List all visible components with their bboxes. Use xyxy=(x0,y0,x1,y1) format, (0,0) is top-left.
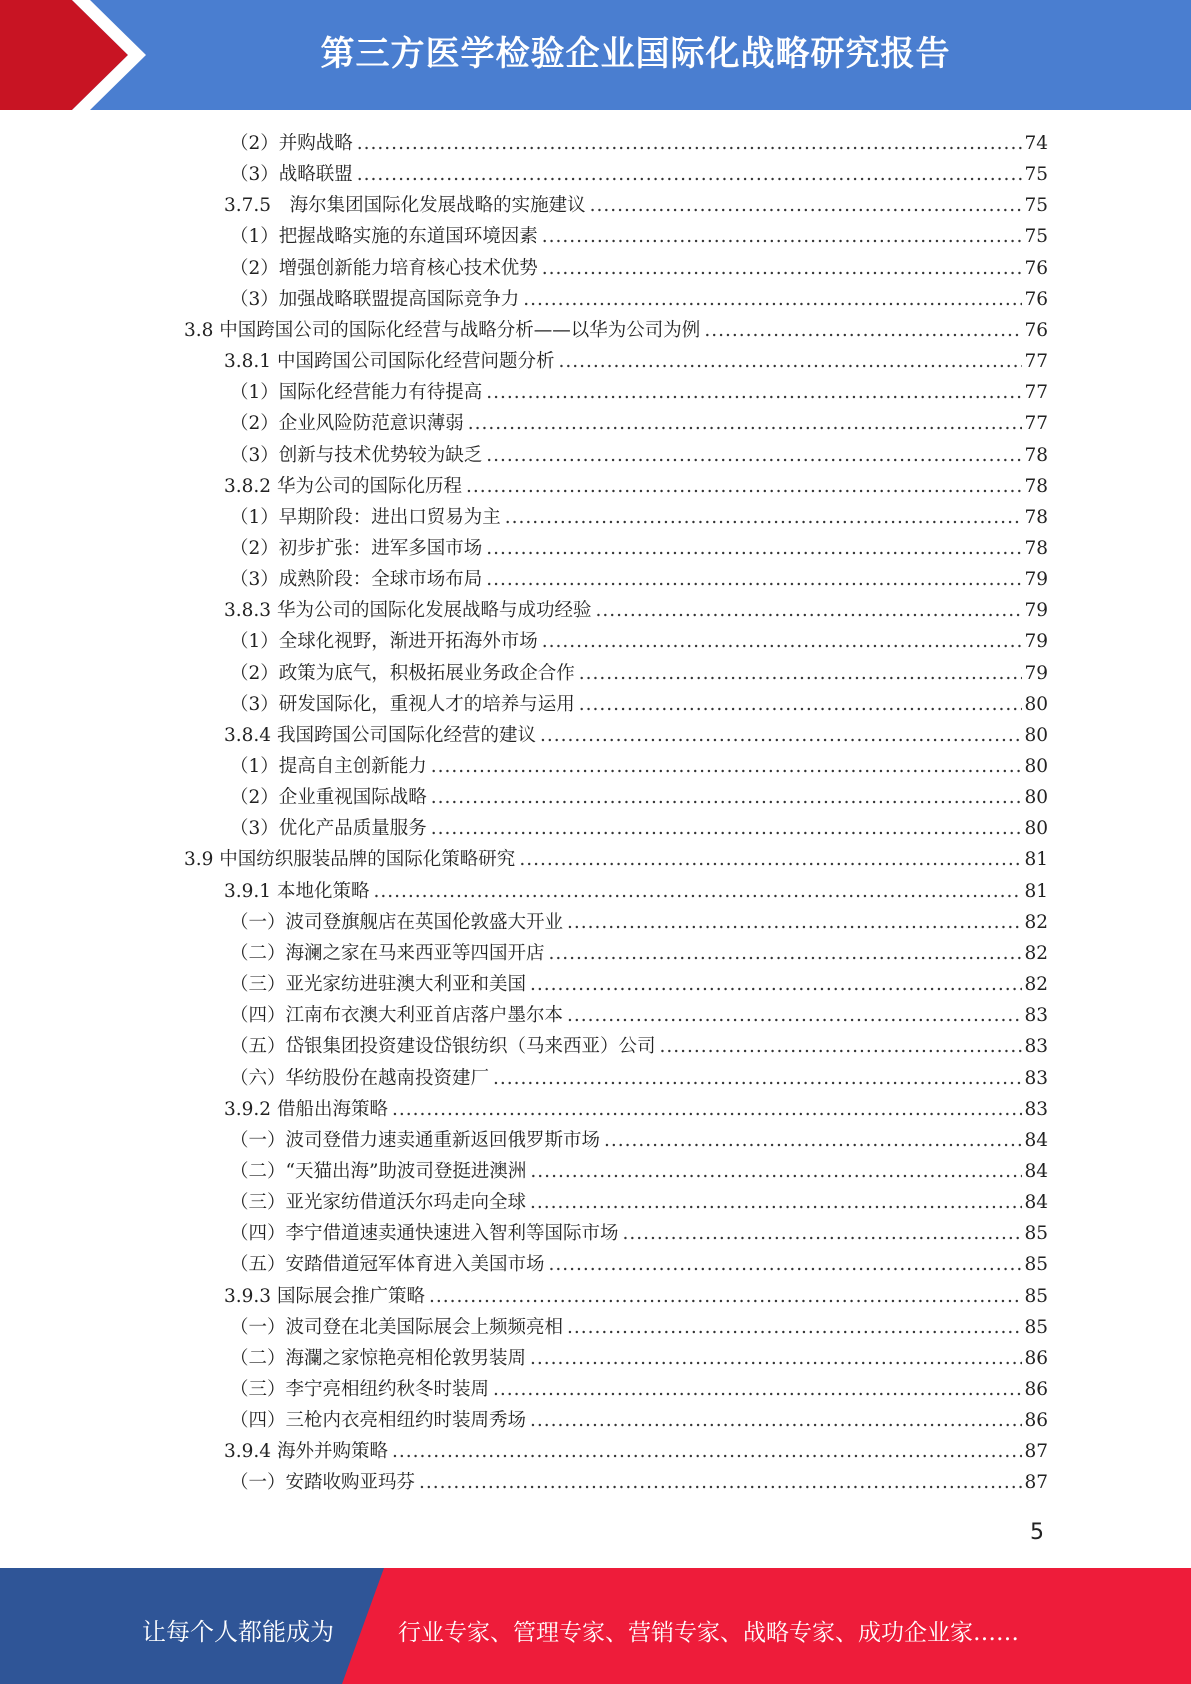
toc-entry-label: （三）亚光家纺进驻澳大利亚和美国 xyxy=(230,974,527,996)
toc-dot-leader xyxy=(549,938,1023,969)
toc-dot-leader xyxy=(579,658,1023,689)
toc-entry-label: （一）安踏收购亚玛芬 xyxy=(230,1472,416,1494)
toc-entry-label: （3）创新与技术优势较为缺乏 xyxy=(230,444,483,466)
toc-dot-leader xyxy=(486,440,1022,471)
toc-entry-page: 80 xyxy=(1024,818,1048,840)
toc-entry-page: 76 xyxy=(1024,319,1048,341)
toc-entry-label: （五）安踏借道冠军体育进入美国市场 xyxy=(230,1254,545,1276)
toc-entry-page: 81 xyxy=(1024,849,1048,871)
toc-entry[interactable] xyxy=(230,128,1048,159)
toc-dot-leader xyxy=(558,346,1022,377)
toc-entry-page: 84 xyxy=(1024,1160,1048,1182)
toc-entry-page: 87 xyxy=(1024,1472,1048,1494)
toc-entry[interactable] xyxy=(224,190,1048,221)
toc-entry[interactable] xyxy=(230,1063,1048,1094)
toc-entry[interactable] xyxy=(230,377,1048,408)
toc-entry-label: （1）提高自主创新能力 xyxy=(230,756,427,777)
toc-entry-page: 82 xyxy=(1024,911,1048,933)
toc-entry-page: 80 xyxy=(1024,693,1048,715)
toc-entry-page: 80 xyxy=(1024,724,1048,746)
toc-dot-leader xyxy=(431,782,1023,813)
toc-entry-page: 83 xyxy=(1024,1067,1048,1089)
toc-dot-leader xyxy=(392,1436,1022,1467)
toc-entry-label: 3.8.3 华为公司的国际化发展战略与成功经验 xyxy=(224,600,592,622)
toc-dot-leader xyxy=(567,1312,1022,1343)
toc-dot-leader xyxy=(579,689,1023,720)
toc-dot-leader xyxy=(567,907,1022,938)
toc-entry[interactable] xyxy=(230,1218,1048,1249)
toc-dot-leader xyxy=(604,1125,1022,1156)
toc-entry[interactable] xyxy=(230,221,1048,252)
toc-entry-label: 3.9.1 本地化策略 xyxy=(224,880,370,902)
toc-entry-page: 76 xyxy=(1024,288,1048,310)
toc-dot-leader xyxy=(523,284,1022,315)
toc-entry-page: 83 xyxy=(1024,1005,1048,1027)
toc-entry-label: （四）江南布衣澳大利亚首店落户墨尔本 xyxy=(230,1005,564,1027)
toc-entry-page: 83 xyxy=(1024,1036,1048,1058)
report-header xyxy=(0,0,1191,110)
toc-entry-page: 80 xyxy=(1024,787,1048,809)
toc-dot-leader xyxy=(704,315,1022,346)
toc-dot-leader xyxy=(493,1374,1022,1405)
toc-dot-leader xyxy=(373,876,1022,907)
toc-entry-page: 84 xyxy=(1024,1192,1048,1214)
report-title: 第三方医学检验企业国际化战略研究报告 xyxy=(320,34,951,74)
toc-entry-label: 3.9.4 海外并购策略 xyxy=(224,1441,388,1463)
toc-entry-page: 75 xyxy=(1024,226,1048,248)
toc-dot-leader xyxy=(660,1031,1023,1062)
toc-entry[interactable] xyxy=(230,969,1048,1000)
toc-entry-label: 3.9 中国纺织服装品牌的国际化策略研究 xyxy=(184,849,516,871)
toc-entry-label: （三）李宁亮相纽约秋冬时装周 xyxy=(230,1379,490,1400)
toc-entry[interactable] xyxy=(230,253,1048,284)
toc-entry[interactable] xyxy=(230,440,1048,471)
toc-entry-label: 3.9.2 借船出海策略 xyxy=(224,1098,388,1120)
toc-dot-leader xyxy=(392,1094,1022,1125)
toc-entry-label: （2）初步扩张：进军多国市场 xyxy=(230,537,483,559)
toc-entry-label: （2）企业重视国际战略 xyxy=(230,787,427,809)
toc-entry-label: 3.9.3 国际展会推广策略 xyxy=(224,1285,425,1307)
toc-dot-leader xyxy=(530,1156,1022,1187)
toc-entry-label: （二）海瀾之家惊艳亮相伦敦男装周 xyxy=(230,1347,527,1369)
toc-entry-page: 76 xyxy=(1024,257,1048,279)
toc-dot-leader xyxy=(493,1063,1022,1094)
toc-entry-label: （3）研发国际化，重视人才的培养与运用 xyxy=(230,693,575,715)
toc-dot-leader xyxy=(505,502,1023,533)
toc-entry-label: （3）加强战略联盟提高国际竞争力 xyxy=(230,288,520,310)
toc-entry[interactable] xyxy=(230,1312,1048,1343)
toc-dot-leader xyxy=(466,471,1022,502)
toc-entry-page: 82 xyxy=(1024,942,1048,964)
toc-entry-label: 3.8 中国跨国公司的国际化经营与战略分析——以华为公司为例 xyxy=(184,319,701,341)
toc-entry-page: 79 xyxy=(1024,662,1048,684)
toc-entry-label: 3.8.1 中国跨国公司国际化经营问题分析 xyxy=(224,351,555,373)
toc-entry-label: （五）岱银集团投资建设岱银纺织（马来西亚）公司 xyxy=(230,1036,656,1058)
toc-entry[interactable] xyxy=(230,751,1048,782)
toc-entry-label: （1）把握战略实施的东道国环境因素 xyxy=(230,226,538,248)
toc-dot-leader xyxy=(429,1281,1022,1312)
toc-entry[interactable] xyxy=(230,1249,1048,1280)
toc-entry[interactable] xyxy=(184,844,1048,875)
toc-entry-page: 77 xyxy=(1024,413,1048,435)
toc-entry[interactable] xyxy=(230,564,1048,595)
toc-dot-leader xyxy=(468,408,1023,439)
toc-entry[interactable] xyxy=(224,1281,1048,1312)
toc-entry-label: （一）波司登旗舰店在英国伦敦盛大开业 xyxy=(230,911,564,933)
toc-entry-label: （2）企业风险防范意识薄弱 xyxy=(230,413,464,435)
toc-entry[interactable] xyxy=(224,876,1048,907)
toc-entry-page: 75 xyxy=(1024,195,1048,217)
toc-dot-leader xyxy=(530,1343,1022,1374)
toc-entry[interactable] xyxy=(230,1343,1048,1374)
toc-entry-label: 3.7.5 海尔集团国际化发展战略的实施建议 xyxy=(224,195,586,217)
toc-entry[interactable] xyxy=(230,1031,1048,1062)
toc-entry-page: 77 xyxy=(1024,382,1048,404)
toc-entry-label: （三）亚光家纺借道沃尔玛走向全球 xyxy=(230,1192,527,1214)
toc-entry-page: 79 xyxy=(1024,631,1048,653)
toc-entry-page: 79 xyxy=(1024,569,1048,591)
toc-entry[interactable] xyxy=(230,1000,1048,1031)
toc-entry-page: 77 xyxy=(1024,351,1048,373)
toc-entry[interactable] xyxy=(230,1467,1048,1498)
toc-entry-label: （2）并购战略 xyxy=(230,133,353,154)
toc-entry[interactable] xyxy=(230,658,1048,689)
toc-dot-leader xyxy=(542,221,1023,252)
toc-entry-page: 81 xyxy=(1024,880,1048,902)
toc-entry[interactable] xyxy=(230,1156,1048,1187)
toc-entry-label: （一）波司登在北美国际展会上频频亮相 xyxy=(230,1316,564,1338)
toc-entry-page: 79 xyxy=(1024,600,1048,622)
toc-dot-leader xyxy=(486,564,1022,595)
toc-entry-page: 83 xyxy=(1024,1098,1048,1120)
toc-entry[interactable] xyxy=(224,720,1048,751)
toc-dot-leader xyxy=(519,844,1022,875)
toc-dot-leader xyxy=(530,969,1022,1000)
toc-dot-leader xyxy=(530,1405,1022,1436)
toc-entry[interactable] xyxy=(224,346,1048,377)
toc-entry-label: 3.8.4 我国跨国公司国际化经营的建议 xyxy=(224,724,536,746)
toc-dot-leader xyxy=(419,1467,1022,1498)
toc-dot-leader xyxy=(530,1187,1022,1218)
toc-entry[interactable] xyxy=(224,595,1048,626)
toc-entry[interactable] xyxy=(184,315,1048,346)
toc-entry[interactable] xyxy=(230,782,1048,813)
toc-entry[interactable] xyxy=(230,938,1048,969)
toc-entry-page: 84 xyxy=(1024,1129,1048,1151)
toc-entry[interactable] xyxy=(230,284,1048,315)
toc-dot-leader xyxy=(623,1218,1023,1249)
toc-entry[interactable] xyxy=(230,813,1048,844)
toc-entry-label: （1）早期阶段：进出口贸易为主 xyxy=(230,506,501,528)
toc-dot-leader xyxy=(542,253,1023,284)
toc-entry[interactable] xyxy=(230,408,1048,439)
toc-entry-label: （一）波司登借力速卖通重新返回俄罗斯市场 xyxy=(230,1129,601,1151)
footer-slogan-left: 让每个人都能成为 xyxy=(142,1618,334,1646)
toc-entry-label: （四）李宁借道速卖通快速进入智利等国际市场 xyxy=(230,1223,619,1245)
toc-entry-page: 78 xyxy=(1024,506,1048,528)
toc-entry-page: 78 xyxy=(1024,444,1048,466)
toc-entry-page: 86 xyxy=(1024,1379,1048,1400)
toc-entry[interactable] xyxy=(230,1405,1048,1436)
toc-entry[interactable] xyxy=(230,689,1048,720)
toc-entry-page: 87 xyxy=(1024,1441,1048,1463)
toc-entry-label: 3.8.2 华为公司的国际化历程 xyxy=(224,475,462,497)
toc-entry-page: 75 xyxy=(1024,164,1048,186)
toc-entry-label: （二）海澜之家在马来西亚等四国开店 xyxy=(230,942,545,964)
toc-dot-leader xyxy=(431,751,1023,782)
toc-dot-leader xyxy=(357,159,1023,190)
toc-dot-leader xyxy=(567,1000,1022,1031)
toc-dot-leader xyxy=(595,595,1022,626)
toc-entry[interactable] xyxy=(230,1374,1048,1405)
toc-dot-leader xyxy=(486,377,1022,408)
toc-entry[interactable] xyxy=(230,533,1048,564)
toc-entry[interactable] xyxy=(230,1187,1048,1218)
toc-entry-label: （六）华纺股份在越南投资建厂 xyxy=(230,1067,490,1089)
toc-entry-page: 86 xyxy=(1024,1410,1048,1432)
page-number: 5 xyxy=(1030,1520,1044,1545)
toc-dot-leader xyxy=(431,813,1023,844)
toc-entry-label: （2）政策为底气，积极拓展业务政企合作 xyxy=(230,662,575,684)
toc-entry-label: （3）成熟阶段：全球市场布局 xyxy=(230,569,483,591)
toc-entry[interactable] xyxy=(224,1436,1048,1467)
toc-entry-label: （二）“天猫出海”助波司登挺进澳洲 xyxy=(230,1160,527,1182)
toc-entry-label: （3）战略联盟 xyxy=(230,164,353,186)
toc-entry-label: （2）增强创新能力培育核心技术优势 xyxy=(230,257,538,279)
toc-entry-page: 85 xyxy=(1024,1316,1048,1338)
toc-entry-page: 85 xyxy=(1024,1285,1048,1307)
toc-entry-label: （1）全球化视野，渐进开拓海外市场 xyxy=(230,631,538,653)
toc-entry[interactable] xyxy=(224,1094,1048,1125)
toc-dot-leader xyxy=(486,533,1022,564)
toc-entry-page: 78 xyxy=(1024,537,1048,559)
toc-dot-leader xyxy=(549,1249,1023,1280)
toc-entry-page: 80 xyxy=(1024,756,1048,777)
toc-entry[interactable] xyxy=(230,159,1048,190)
toc-entry[interactable] xyxy=(230,502,1048,533)
toc-entry[interactable] xyxy=(230,1125,1048,1156)
toc-entry[interactable] xyxy=(230,626,1048,657)
toc-entry-page: 86 xyxy=(1024,1347,1048,1369)
footer-banner xyxy=(0,1568,1191,1684)
toc-entry[interactable] xyxy=(224,471,1048,502)
toc-dot-leader xyxy=(542,626,1023,657)
toc-dot-leader xyxy=(590,190,1023,221)
toc-dot-leader xyxy=(540,720,1022,751)
toc-entry-page: 82 xyxy=(1024,974,1048,996)
toc-entry-label: （四）三枪内衣亮相纽约时装周秀场 xyxy=(230,1410,527,1432)
toc-entry-label: （1）国际化经营能力有待提高 xyxy=(230,382,483,404)
toc-entry-page: 78 xyxy=(1024,475,1048,497)
toc-entry-page: 85 xyxy=(1024,1223,1048,1245)
toc-entry-page: 74 xyxy=(1024,133,1048,154)
toc-entry-label: （3）优化产品质量服务 xyxy=(230,818,427,840)
footer-slogan-right: 行业专家、管理专家、营销专家、战略专家、成功企业家…… xyxy=(398,1620,1019,1646)
toc-entry-page: 85 xyxy=(1024,1254,1048,1276)
toc-entry[interactable] xyxy=(230,907,1048,938)
toc-dot-leader xyxy=(357,128,1023,159)
